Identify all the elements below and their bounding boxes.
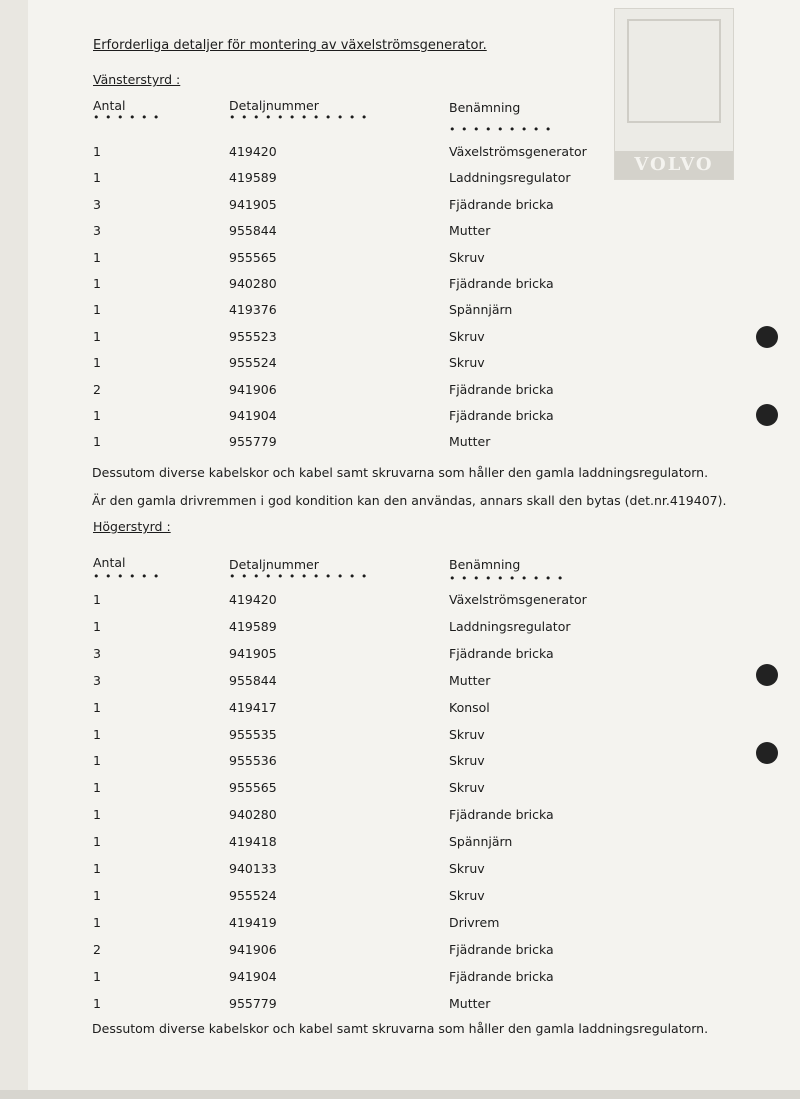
- header-part: Detaljnummer: [229, 557, 319, 572]
- table-row: [0, 355, 800, 375]
- cell-part-number: 955536: [229, 753, 277, 769]
- cell-part-number: 941905: [229, 645, 277, 661]
- cell-part-number: 941906: [229, 381, 277, 397]
- cell-qty: 1: [93, 995, 101, 1011]
- cell-name: Skruv: [449, 249, 485, 265]
- table-row: [0, 434, 800, 454]
- cell-name: Spännjärn: [449, 834, 513, 850]
- header-dots: • • • • • • • • • •: [449, 572, 565, 585]
- cell-part-number: 940280: [229, 276, 277, 291]
- cell-name: Fjädrande bricka: [449, 408, 554, 423]
- table-row: [0, 727, 800, 747]
- cell-part-number: 419589: [229, 618, 277, 634]
- cell-qty: 1: [93, 408, 101, 423]
- table-row: [0, 673, 800, 693]
- cell-qty: 1: [93, 968, 101, 984]
- table-row: [0, 942, 800, 962]
- note-extra-cables-right: Dessutom diverse kabelskor och kabel samt skruvarna som håller den gamla laddningsregulatorn.: [92, 1021, 709, 1036]
- header-qty: Antal: [93, 555, 126, 570]
- cell-name: Växelströmsgenerator: [449, 592, 587, 607]
- cell-qty: 1: [93, 618, 101, 634]
- cell-name: Skruv: [449, 328, 485, 344]
- cell-part-number: 955524: [229, 355, 277, 371]
- table-row: [0, 197, 800, 217]
- cell-name: Fjädrande bricka: [449, 968, 554, 984]
- cell-qty: 2: [93, 941, 101, 957]
- cell-name: Skruv: [449, 753, 485, 769]
- cell-part-number: 940280: [229, 807, 277, 823]
- note-extra-cables-left: Dessutom diverse kabelskor och kabel samt skruvarna som håller den gamla laddningsregulatorn.: [92, 465, 709, 480]
- cell-name: Fjädrande bricka: [449, 196, 554, 212]
- cell-name: Skruv: [449, 726, 485, 742]
- scan-bottom-edge: [0, 1090, 800, 1099]
- note-drive-belt: Är den gamla drivremmen i god kondition kan den användas, annars skall den bytas (det.nr.419407).: [92, 493, 727, 508]
- cell-name: Fjädrande bricka: [449, 645, 554, 661]
- table-row: [0, 861, 800, 881]
- cell-part-number: 955844: [229, 672, 277, 688]
- table-row: [0, 834, 800, 854]
- cell-qty: 1: [93, 434, 101, 450]
- cell-part-number: 955524: [229, 887, 277, 903]
- table-row: [0, 223, 800, 243]
- cell-qty: 1: [93, 887, 101, 903]
- cell-part-number: 955535: [229, 726, 277, 742]
- section-label-left-drive: Vänsterstyrd :: [93, 72, 181, 87]
- logo-window-graphic: [627, 19, 721, 123]
- table-row: [0, 302, 800, 322]
- header-name: Benämning: [449, 557, 521, 572]
- header-qty: Antal: [93, 98, 126, 113]
- table-row: [0, 700, 800, 720]
- cell-qty: 2: [93, 381, 101, 397]
- cell-part-number: 955565: [229, 780, 277, 796]
- cell-part-number: 941904: [229, 968, 277, 984]
- cell-name: Mutter: [449, 434, 491, 450]
- table-row: [0, 382, 800, 402]
- cell-part-number: 955565: [229, 249, 277, 265]
- cell-name: Spännjärn: [449, 302, 513, 318]
- cell-qty: 3: [93, 645, 101, 661]
- cell-qty: 1: [93, 144, 101, 159]
- table-row: [0, 996, 800, 1016]
- logo-brand-text: VOLVO: [615, 151, 733, 179]
- header-dots: • • • • • • • • • • • •: [229, 570, 369, 583]
- table-row: [0, 592, 800, 612]
- cell-name: Fjädrande bricka: [449, 807, 554, 823]
- cell-qty: 1: [93, 753, 101, 769]
- table-row: [0, 144, 800, 164]
- cell-qty: 1: [93, 170, 101, 186]
- cell-part-number: 955844: [229, 223, 277, 239]
- table-row: [0, 329, 800, 349]
- cell-name: Fjädrande bricka: [449, 381, 554, 397]
- cell-name: Växelströmsgenerator: [449, 144, 587, 159]
- table-row: [0, 807, 800, 827]
- table-row: [0, 170, 800, 190]
- header-part: Detaljnummer: [229, 98, 319, 113]
- cell-name: Drivrem: [449, 914, 500, 930]
- cell-name: Skruv: [449, 780, 485, 796]
- cell-qty: 1: [93, 807, 101, 823]
- document-title: Erforderliga detaljer för montering av växelströmsgenerator.: [93, 38, 487, 53]
- cell-name: Konsol: [449, 699, 490, 715]
- table-row: [0, 753, 800, 773]
- table-row: [0, 619, 800, 639]
- table-row: [0, 969, 800, 989]
- table-row: [0, 408, 800, 428]
- cell-part-number: 419419: [229, 914, 277, 930]
- cell-part-number: 941904: [229, 408, 277, 423]
- table-row: [0, 646, 800, 666]
- header-dots: • • • • • • • • •: [449, 123, 553, 136]
- header-dots: • • • • • •: [93, 111, 161, 124]
- cell-name: Skruv: [449, 355, 485, 371]
- cell-part-number: 419418: [229, 834, 277, 850]
- cell-qty: 1: [93, 328, 101, 344]
- cell-qty: 1: [93, 780, 101, 796]
- cell-part-number: 940133: [229, 861, 277, 876]
- cell-qty: 3: [93, 672, 101, 688]
- cell-name: Fjädrande bricka: [449, 941, 554, 957]
- table-row: [0, 780, 800, 800]
- cell-part-number: 419589: [229, 170, 277, 186]
- cell-part-number: 941905: [229, 196, 277, 212]
- cell-part-number: 419420: [229, 592, 277, 607]
- cell-name: Laddningsregulator: [449, 618, 571, 634]
- cell-part-number: 419376: [229, 302, 277, 318]
- cell-name: Mutter: [449, 995, 491, 1011]
- table-row: [0, 915, 800, 935]
- table-row: [0, 250, 800, 270]
- cell-qty: 1: [93, 914, 101, 930]
- cell-part-number: 419420: [229, 144, 277, 159]
- header-dots: • • • • • •: [93, 570, 161, 583]
- cell-part-number: 955779: [229, 434, 277, 450]
- cell-name: Laddningsregulator: [449, 170, 571, 186]
- table-row: [0, 276, 800, 296]
- cell-name: Skruv: [449, 887, 485, 903]
- section-label-right-drive: Högerstyrd :: [93, 519, 171, 534]
- cell-qty: 3: [93, 196, 101, 212]
- cell-part-number: 941906: [229, 941, 277, 957]
- cell-qty: 1: [93, 302, 101, 318]
- cell-qty: 1: [93, 276, 101, 291]
- cell-qty: 1: [93, 249, 101, 265]
- cell-name: Skruv: [449, 861, 485, 876]
- cell-name: Mutter: [449, 223, 491, 239]
- table-row: [0, 888, 800, 908]
- cell-part-number: 955523: [229, 328, 277, 344]
- header-name: Benämning: [449, 100, 521, 115]
- header-dots: • • • • • • • • • • • •: [229, 111, 369, 124]
- cell-qty: 1: [93, 834, 101, 850]
- cell-qty: 1: [93, 699, 101, 715]
- cell-qty: 1: [93, 861, 101, 876]
- cell-part-number: 955779: [229, 995, 277, 1011]
- cell-qty: 1: [93, 592, 101, 607]
- cell-name: Fjädrande bricka: [449, 276, 554, 291]
- cell-name: Mutter: [449, 672, 491, 688]
- cell-part-number: 419417: [229, 699, 277, 715]
- cell-qty: 1: [93, 355, 101, 371]
- cell-qty: 1: [93, 726, 101, 742]
- cell-qty: 3: [93, 223, 101, 239]
